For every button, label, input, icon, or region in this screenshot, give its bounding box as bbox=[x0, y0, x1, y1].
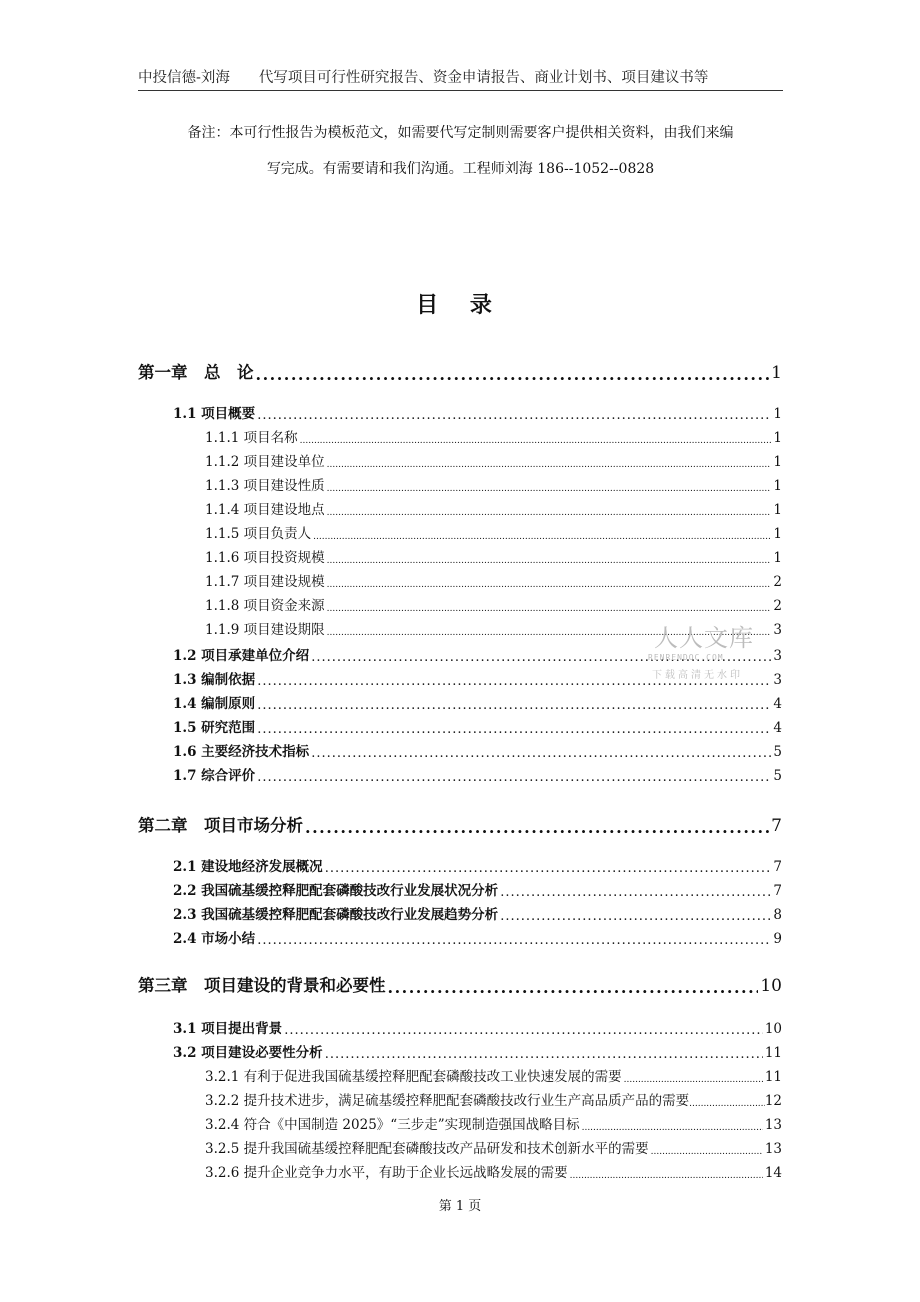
toc-page-number: 1 bbox=[773, 454, 782, 470]
toc-entry-title: 1.1.1 项目名称 bbox=[205, 430, 298, 446]
toc-entry-title: 1.1.5 项目负责人 bbox=[205, 526, 312, 542]
toc-page-number: 9 bbox=[773, 931, 782, 947]
toc-page-number: 1 bbox=[773, 430, 782, 446]
toc-page-number: 7 bbox=[771, 816, 782, 836]
toc-entry-title: 3.1 项目提出背景 bbox=[173, 1021, 283, 1037]
toc-leader bbox=[256, 363, 770, 383]
toc-page-number: 14 bbox=[764, 1165, 782, 1181]
toc-leader bbox=[689, 1097, 765, 1109]
toc-page-number: 11 bbox=[764, 1045, 782, 1061]
toc-entry-title: 第一章 总 论 bbox=[138, 363, 254, 382]
toc-entry-title: 2.1 建设地经济发展概况 bbox=[173, 859, 323, 875]
toc-section-1-5[interactable] bbox=[173, 714, 782, 736]
toc-page-number: 10 bbox=[760, 976, 782, 996]
toc-leader bbox=[327, 506, 772, 518]
toc-entry-title: 3.2.5 提升我国硫基缓控释肥配套磷酸技改产品研发和技术创新水平的需要 bbox=[205, 1141, 649, 1157]
page-footer: 第 1 页 bbox=[438, 1199, 482, 1214]
toc-page-number: 3 bbox=[773, 672, 782, 688]
toc-entry-title: 2.2 我国硫基缓控释肥配套磷酸技改行业发展状况分析 bbox=[173, 883, 499, 899]
toc-subsection-1-1-1[interactable] bbox=[205, 424, 782, 446]
toc-entry-title: 1.1.8 项目资金来源 bbox=[205, 598, 325, 614]
toc-page-number: 7 bbox=[773, 883, 782, 899]
toc-entry-title: 2.4 市场小结 bbox=[173, 931, 256, 947]
watermark bbox=[648, 618, 778, 688]
toc-leader bbox=[325, 1045, 763, 1061]
toc-page-number: 1 bbox=[773, 406, 782, 422]
toc-leader bbox=[624, 1073, 763, 1085]
toc-entry-title: 2.3 我国硫基缓控释肥配套磷酸技改行业发展趋势分析 bbox=[173, 907, 499, 923]
toc-page-number: 13 bbox=[764, 1117, 782, 1133]
toc-page-number: 1 bbox=[771, 363, 782, 383]
toc-subsection-1-1-6[interactable] bbox=[205, 544, 782, 566]
toc-section-3-1[interactable] bbox=[173, 1015, 782, 1037]
toc-entry-title: 3.2.4 符合《中国制造 2025》“三步走”实现制造强国战略目标 bbox=[205, 1117, 580, 1133]
toc-page-number: 1 bbox=[773, 478, 782, 494]
toc-page-number: 2 bbox=[773, 574, 782, 590]
toc-leader bbox=[327, 578, 772, 590]
toc-leader bbox=[327, 602, 772, 614]
toc-page-number: 3 bbox=[773, 648, 782, 664]
toc-section-2-2[interactable] bbox=[173, 877, 782, 899]
watermark-tagline: 下载高清无水印 bbox=[652, 670, 743, 681]
toc-section-3-2[interactable] bbox=[173, 1039, 782, 1061]
toc-entry-title: 1.6 主要经济技术指标 bbox=[173, 744, 310, 760]
toc-leader bbox=[327, 458, 772, 470]
toc-section-1-7[interactable] bbox=[173, 762, 782, 784]
toc-leader bbox=[313, 530, 771, 542]
toc-page-number: 4 bbox=[773, 696, 782, 712]
toc-leader bbox=[388, 976, 759, 996]
toc-leader bbox=[257, 406, 771, 422]
toc-leader bbox=[305, 816, 769, 836]
toc-entry-title: 3.2.6 提升企业竞争力水平，有助于企业长远战略发展的需要 bbox=[205, 1165, 568, 1181]
toc-entry-title: 1.7 综合评价 bbox=[173, 768, 256, 784]
header-divider bbox=[138, 90, 783, 91]
toc-subsection-3-2-2[interactable] bbox=[205, 1087, 782, 1109]
toc-section-2-3[interactable] bbox=[173, 901, 782, 923]
toc-section-1-4[interactable] bbox=[173, 690, 782, 712]
toc-entry-title: 1.3 编制依据 bbox=[173, 672, 256, 688]
toc-page-number: 10 bbox=[764, 1021, 782, 1037]
toc-page-number: 1 bbox=[773, 550, 782, 566]
note-line-1: 备注：本可行性报告为模板范文，如需要代写定制则需要客户提供相关资料，由我们来编 bbox=[187, 125, 734, 141]
toc-entry-title: 1.1 项目概要 bbox=[173, 406, 256, 422]
toc-page-number: 8 bbox=[773, 907, 782, 923]
watermark-logo-text: 人人文库 bbox=[654, 624, 754, 652]
toc-leader bbox=[500, 883, 771, 899]
toc-page-number: 4 bbox=[773, 720, 782, 736]
toc-section-1-1[interactable] bbox=[173, 400, 782, 422]
toc-leader bbox=[327, 482, 772, 494]
toc-page-number: 13 bbox=[764, 1141, 782, 1157]
toc-leader bbox=[327, 554, 772, 566]
toc-leader bbox=[582, 1121, 763, 1133]
toc-entry-title: 1.1.6 项目投资规模 bbox=[205, 550, 325, 566]
toc-page-number: 5 bbox=[773, 744, 782, 760]
toc-subsection-1-1-4[interactable] bbox=[205, 496, 782, 518]
toc-page-number: 5 bbox=[773, 768, 782, 784]
toc-subsection-3-2-1[interactable] bbox=[205, 1063, 782, 1085]
toc-entry-title: 1.1.9 项目建设期限 bbox=[205, 622, 325, 638]
toc-subsection-1-1-2[interactable] bbox=[205, 448, 782, 470]
note-line-2: 写完成。有需要请和我们沟通。工程师刘海 186--1052--0828 bbox=[266, 161, 655, 177]
toc-section-1-6[interactable] bbox=[173, 738, 782, 760]
toc-section-2-4[interactable] bbox=[173, 925, 782, 947]
toc-entry-title: 3.2 项目建设必要性分析 bbox=[173, 1045, 323, 1061]
toc-entry-title: 1.1.4 项目建设地点 bbox=[205, 502, 325, 518]
toc-chapter-2[interactable] bbox=[138, 810, 782, 836]
toc-leader bbox=[311, 744, 771, 760]
toc-entry-title: 1.4 编制原则 bbox=[173, 696, 256, 712]
toc-subsection-3-2-5[interactable] bbox=[205, 1135, 782, 1157]
toc-subsection-1-1-7[interactable] bbox=[205, 568, 782, 590]
toc-subsection-1-1-3[interactable] bbox=[205, 472, 782, 494]
toc-page-number: 1 bbox=[773, 526, 782, 542]
toc-subsection-3-2-4[interactable] bbox=[205, 1111, 782, 1133]
toc-leader bbox=[284, 1021, 763, 1037]
toc-entry-title: 3.2.2 提升技术进步，满足硫基缓控释肥配套磷酸技改行业生产高品质产品的需要 bbox=[205, 1093, 690, 1109]
toc-leader bbox=[651, 1145, 763, 1157]
toc-entry-title: 1.1.7 项目建设规模 bbox=[205, 574, 325, 590]
toc-entry-title: 1.2 项目承建单位介绍 bbox=[173, 648, 310, 664]
toc-section-2-1[interactable] bbox=[173, 853, 782, 875]
toc-entry-title: 1.1.2 项目建设单位 bbox=[205, 454, 325, 470]
toc-chapter-1[interactable] bbox=[138, 357, 782, 383]
toc-leader bbox=[257, 720, 771, 736]
toc-leader bbox=[257, 768, 771, 784]
toc-entry-title: 1.1.3 项目建设性质 bbox=[205, 478, 325, 494]
toc-leader bbox=[325, 859, 772, 875]
toc-page-number: 12 bbox=[764, 1093, 782, 1109]
toc-leader bbox=[257, 931, 771, 947]
toc-page-number: 1 bbox=[773, 502, 782, 518]
toc-entry-title: 第三章 项目建设的背景和必要性 bbox=[138, 976, 386, 995]
toc-subsection-1-1-8[interactable] bbox=[205, 592, 782, 614]
toc-leader bbox=[257, 696, 771, 712]
toc-subsection-3-2-6[interactable] bbox=[205, 1159, 782, 1181]
toc-entry-title: 第二章 项目市场分析 bbox=[138, 816, 303, 835]
watermark-url: RENRENDOC.COM bbox=[648, 653, 724, 662]
toc-subsection-1-1-5[interactable] bbox=[205, 520, 782, 542]
toc-entry-title: 3.2.1 有利于促进我国硫基缓控释肥配套磷酸技改工业快速发展的需要 bbox=[205, 1069, 622, 1085]
toc-page-number: 2 bbox=[773, 598, 782, 614]
toc-page-number: 7 bbox=[773, 859, 782, 875]
toc-leader bbox=[570, 1169, 763, 1181]
toc-chapter-3[interactable] bbox=[138, 970, 782, 996]
toc-entry-title: 1.5 研究范围 bbox=[173, 720, 256, 736]
toc-title: 目 录 bbox=[416, 292, 504, 318]
toc-leader bbox=[300, 434, 772, 446]
toc-leader bbox=[500, 907, 771, 923]
page-header: 中投信德-刘海 代写项目可行性研究报告、资金申请报告、商业计划书、项目建议书等 bbox=[138, 70, 709, 86]
toc-page-number: 3 bbox=[773, 622, 782, 638]
toc-page-number: 11 bbox=[764, 1069, 782, 1085]
